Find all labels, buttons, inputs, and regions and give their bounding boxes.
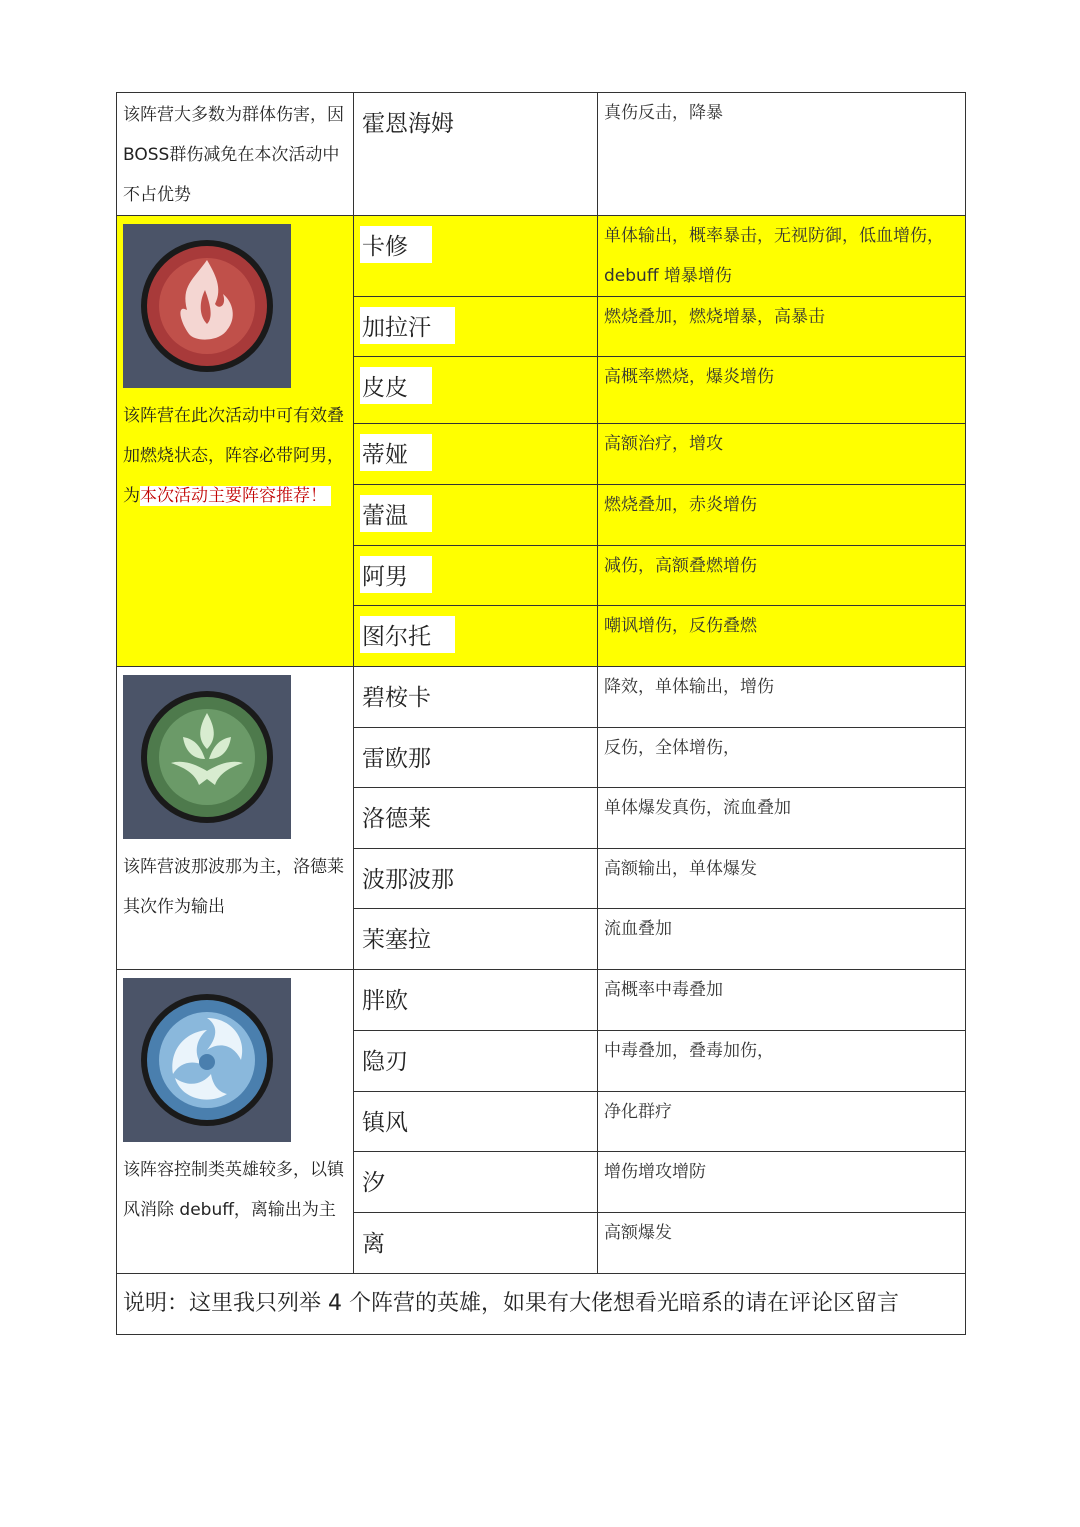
hero-traits-cell [598, 909, 966, 970]
faction-description-cell [117, 970, 354, 1274]
nature-emblem-icon [123, 675, 291, 839]
hero-traits-cell [598, 357, 966, 424]
hero-name-cell [354, 788, 598, 849]
hero-traits: 减伤，高额叠燃增伤 [604, 556, 757, 576]
hero-name-cell [354, 1213, 598, 1274]
hero-name: 加拉汗 [360, 307, 455, 344]
hero-traits-cell [598, 546, 966, 606]
hero-traits: 高概率燃烧，爆炎增伤 [604, 367, 774, 387]
hero-traits-cell [598, 728, 966, 788]
hero-traits: 单体输出，概率暴击，无视防御，低血增伤，debuff 增暴增伤 [604, 226, 944, 286]
faction-hero-table [116, 92, 966, 1335]
hero-traits: 增伤增攻增防 [604, 1162, 706, 1182]
hero-name-cell [354, 1152, 598, 1213]
hero-name-cell [354, 216, 598, 297]
hero-name-cell [354, 297, 598, 357]
hero-name: 图尔托 [360, 616, 455, 653]
hero-traits-cell [598, 849, 966, 909]
hero-name: 阿男 [360, 556, 432, 593]
hero-traits: 嘲讽增伤，反伤叠燃 [604, 616, 757, 636]
faction-description-cell [117, 93, 354, 216]
hero-traits-cell [598, 606, 966, 667]
hero-traits-cell [598, 1031, 966, 1092]
hero-name-cell [354, 849, 598, 909]
hero-name-cell [354, 93, 598, 216]
hero-traits-cell [598, 970, 966, 1031]
hero-traits: 流血叠加 [604, 919, 672, 939]
note-cell [117, 1274, 966, 1335]
hero-name: 洛德莱 [360, 798, 455, 835]
hero-traits-cell [598, 485, 966, 546]
note-text: 说明：这里我只列举 4 个阵营的英雄，如果有大佬想看光暗系的请在评论区留言 [123, 1291, 899, 1316]
hero-traits: 净化群疗 [604, 1102, 672, 1122]
hero-name-cell [354, 1092, 598, 1152]
faction-description-cell [117, 667, 354, 970]
hero-traits: 燃烧叠加，赤炎增伤 [604, 495, 757, 515]
faction-description-text: 该阵营在此次活动中可有效叠加燃烧状态，阵容必带阿男，为 [123, 406, 344, 506]
hero-name-cell [354, 909, 598, 970]
hero-name-cell [354, 424, 598, 485]
water-emblem-icon [123, 978, 291, 1142]
hero-name: 碧桉卡 [360, 677, 455, 714]
hero-name: 雷欧那 [360, 738, 455, 775]
faction-description: 该阵营波那波那为主，洛德莱其次作为输出 [123, 857, 344, 917]
hero-traits: 燃烧叠加，燃烧增暴，高暴击 [604, 307, 825, 327]
hero-name: 波那波那 [360, 859, 478, 896]
table-row [117, 1274, 966, 1335]
hero-name: 镇风 [360, 1102, 432, 1139]
table-row [117, 667, 966, 728]
hero-name-cell [354, 970, 598, 1031]
recommendation-highlight: 本次活动主要阵容推荐！ [140, 486, 331, 506]
hero-name: 蕾温 [360, 495, 432, 532]
hero-traits: 单体爆发真伤，流血叠加 [604, 798, 791, 818]
faction-description: 该阵容控制类英雄较多，以镇风消除 debuff，离输出为主 [123, 1160, 344, 1220]
hero-name-cell [354, 485, 598, 546]
hero-traits: 高额爆发 [604, 1223, 672, 1243]
hero-name-cell [354, 546, 598, 606]
table-row [117, 93, 966, 216]
hero-name-cell [354, 606, 598, 667]
hero-name: 离 [360, 1223, 409, 1260]
hero-traits: 高额输出，单体爆发 [604, 859, 757, 879]
hero-traits: 高额治疗，增攻 [604, 434, 723, 454]
hero-name: 汐 [360, 1162, 409, 1199]
hero-traits-cell [598, 1152, 966, 1213]
hero-traits: 中毒叠加，叠毒加伤， [604, 1041, 774, 1061]
hero-traits-cell [598, 788, 966, 849]
faction-description [117, 394, 353, 516]
hero-traits-cell [598, 424, 966, 485]
hero-name: 隐刃 [360, 1041, 432, 1078]
table-row [117, 970, 966, 1031]
hero-traits: 真伤反击，降暴 [604, 103, 723, 123]
hero-name: 蒂娅 [360, 434, 432, 471]
hero-name: 茉塞拉 [360, 919, 455, 956]
hero-name: 皮皮 [360, 367, 432, 404]
hero-traits-cell [598, 1092, 966, 1152]
hero-name: 胖欧 [360, 980, 432, 1017]
hero-traits: 降效，单体输出，增伤 [604, 677, 774, 697]
hero-traits-cell [598, 297, 966, 357]
hero-name: 卡修 [360, 226, 432, 263]
faction-description: 该阵营大多数为群体伤害，因BOSS群伤减免在本次活动中不占优势 [123, 105, 344, 205]
hero-name-cell [354, 1031, 598, 1092]
faction-description-cell [117, 216, 354, 667]
hero-name-cell [354, 667, 598, 728]
hero-traits: 高概率中毒叠加 [604, 980, 723, 1000]
hero-traits-cell [598, 1213, 966, 1274]
hero-name-cell [354, 728, 598, 788]
hero-name: 霍恩海姆 [360, 103, 478, 140]
hero-name-cell [354, 357, 598, 424]
hero-traits-cell [598, 216, 966, 297]
hero-traits: 反伤，全体增伤， [604, 738, 740, 758]
table-row [117, 216, 966, 297]
fire-emblem-icon [123, 224, 291, 388]
hero-traits-cell [598, 667, 966, 728]
hero-traits-cell [598, 93, 966, 216]
